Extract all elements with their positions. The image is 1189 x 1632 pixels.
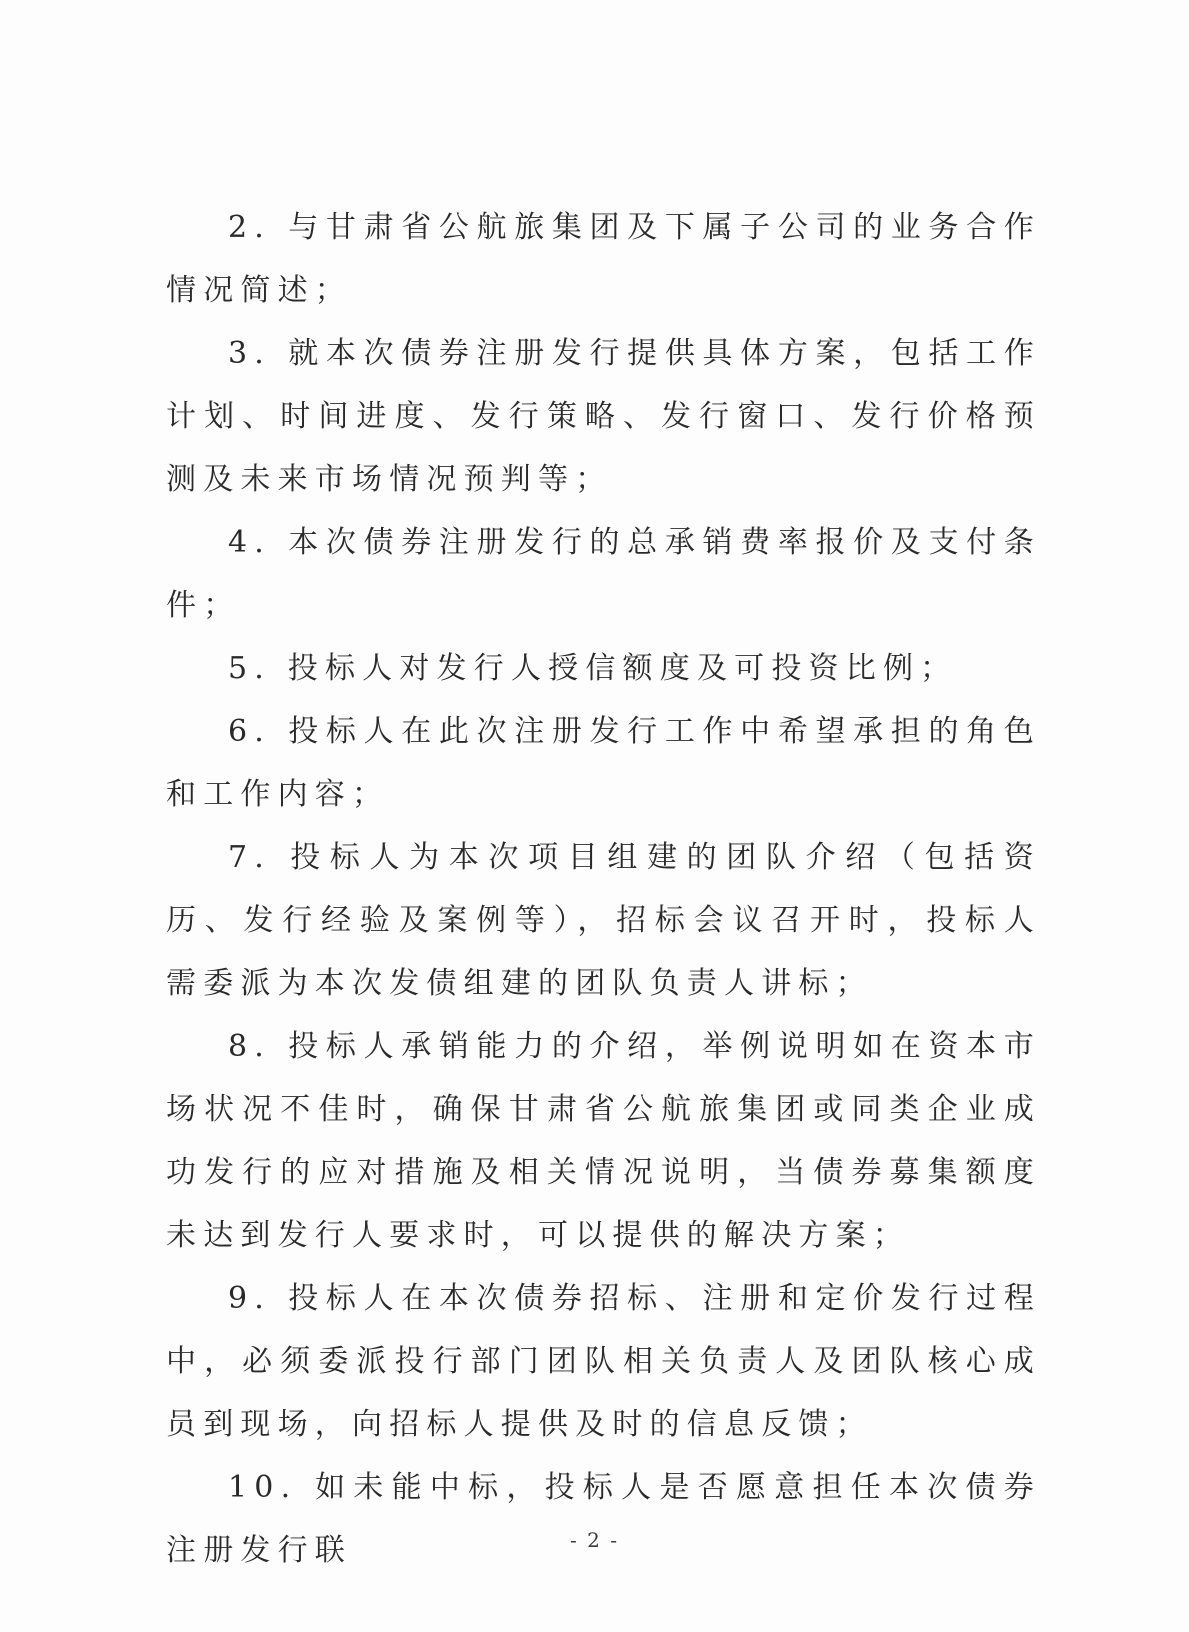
paragraph-item-4: 4. 本次债券注册发行的总承销费率报价及支付条件； [166, 525, 1041, 623]
paragraph-item-6: 6. 投标人在此次注册发行工作中希望承担的角色和工作内容； [166, 714, 1041, 812]
paragraph-item-8: 8. 投标人承销能力的介绍，举例说明如在资本市场状况不佳时，确保甘肃省公航旅集团或同类企业成功发行的应对措施及相关情况说明，当债券募集额度未达到发行人要求时，可以提供的解决方案； [166, 1029, 1041, 1253]
paragraph-item-9: 9. 投标人在本次债券招标、注册和定价发行过程中，必须委派投行部门团队相关负责人及团队核心成员到现场，向招标人提供及时的信息反馈； [166, 1281, 1041, 1442]
paragraph-item-7: 7. 投标人为本次项目组建的团队介绍（包括资历、发行经验及案例等），招标会议召开时，投标人需委派为本次发债组建的团队负责人讲标； [166, 840, 1041, 1001]
paragraph-item-2: 2. 与甘肃省公航旅集团及下属子公司的业务合作情况简述； [166, 210, 1041, 308]
paragraph-item-3: 3. 就本次债券注册发行提供具体方案，包括工作计划、时间进度、发行策略、发行窗口、发行价格预测及未来市场情况预判等； [166, 336, 1041, 497]
paragraph-item-5: 5. 投标人对发行人授信额度及可投资比例； [228, 651, 958, 686]
paragraph-item-10: 10. 如未能中标，投标人是否愿意担任本次债券注册发行联 [166, 1470, 1041, 1568]
document-body [166, 196, 1041, 1582]
page-number: - 2 - [570, 1528, 619, 1552]
